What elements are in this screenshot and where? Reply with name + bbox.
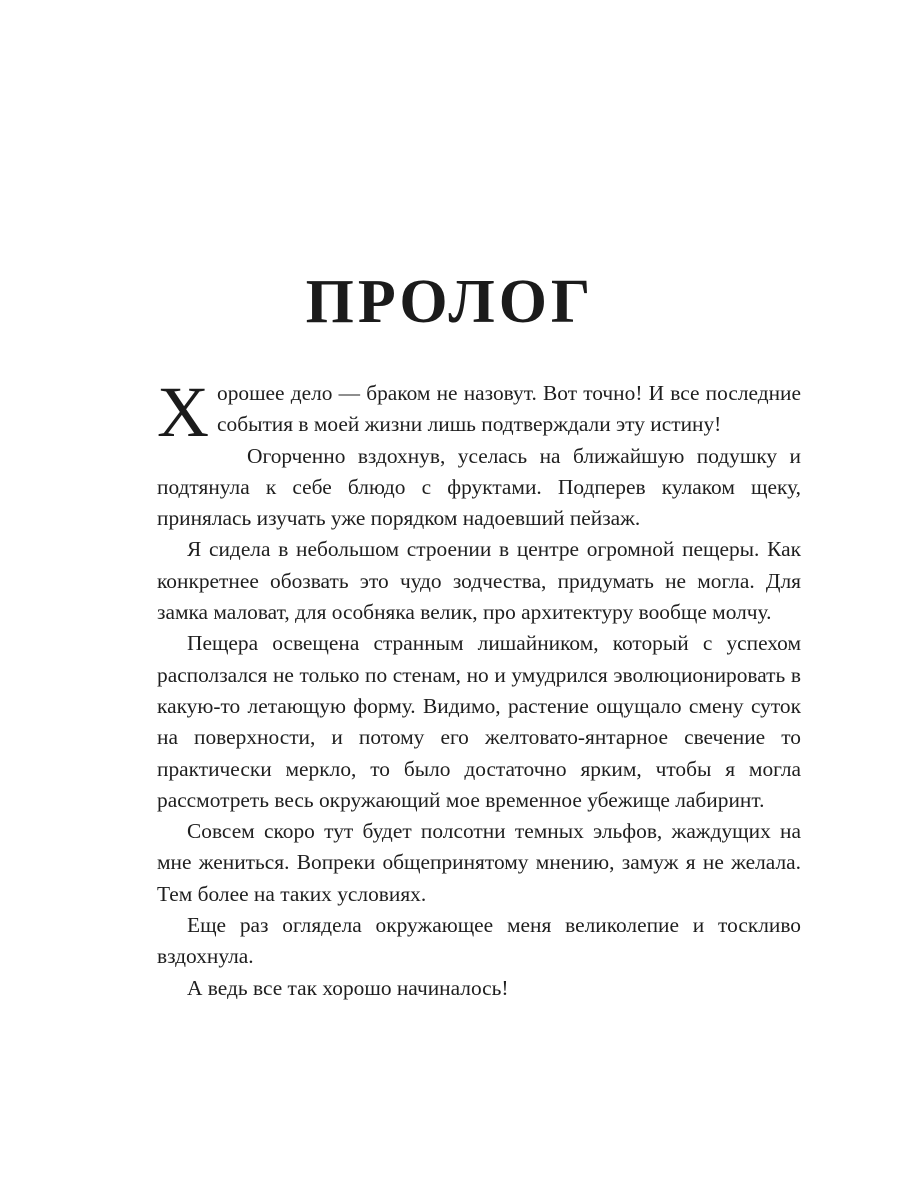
paragraph-1-text: орошее дело — браком не назовут. Вот точно! И все последние события в моей жизни лишь подтверждали эту истину! [217, 381, 801, 437]
paragraph-6: Еще раз оглядела окружающее меня великолепие и тоскливо вздохнула. [157, 913, 801, 969]
paragraph-7: А ведь все так хорошо начиналось! [187, 975, 509, 1000]
paragraph-4: Пещера освещена странным лишайником, который с успехом расползался не только по стенам, но и умудрился эволюционировать в какую-то летающую форму. Видимо, растение ощущало смену суток на поверхности, и потому его желтовато-янтарное свечение то практически меркло, то было достаточно ярким, чтобы я могла рассмотреть весь окружающий мое временное убежище лабиринт. [157, 631, 801, 812]
drop-cap: Х [157, 372, 209, 452]
paragraph-5: Совсем скоро тут будет полсотни темных эльфов, жаждущих на мне жениться. Вопреки общепринятому мнению, замуж я не желала. Тем более на таких условиях. [157, 819, 801, 906]
paragraph-3: Я сидела в небольшом строении в центре огромной пещеры. Как конкретнее обозвать это чудо зодчества, придумать не могла. Для замка маловат, для особняка велик, про архитектуру вообще молчу. [157, 537, 801, 625]
paragraph-2: Огорченно вздохнув, уселась на ближайшую подушку и подтянула к себе блюдо с фруктами. Подперев кулаком щеку, принялась изучать уже порядком надоевший пейзаж. [157, 443, 801, 531]
paragraph-1 [157, 372, 801, 452]
chapter-title: ПРОЛОГ [305, 268, 595, 336]
body-text [157, 372, 801, 1004]
